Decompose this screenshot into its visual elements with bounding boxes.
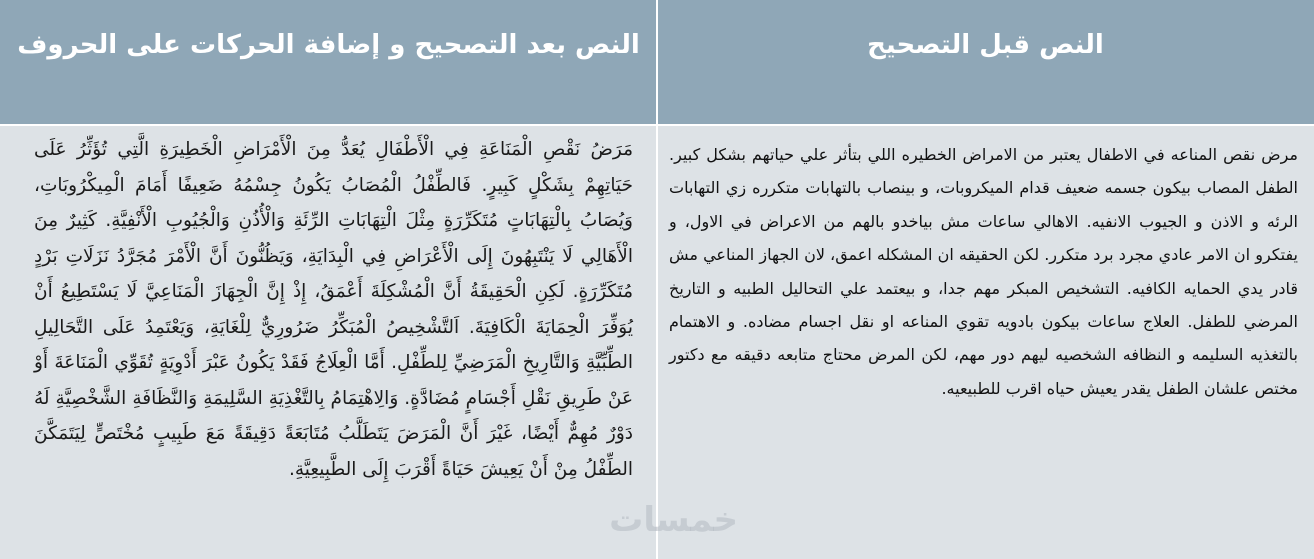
before-correction-text: مرض نقص المناعه في الاطفال يعتبر من الامراض الخطيره اللي بتأثر علي حياتهم بشكل كبير. الطفل المصاب بيكون جسمه ضعيف قدام الميكروبات، و بينصاب بالتهابات متكرره زي التهابات الرئه و الاذن و الجيوب الانفيه. الاهالي ساعات مش بياخدو بالهم من الاعراض في الاول، و يفتكرو ان الامر عادي مجرد برد متكرر. لكن الحقيقه ان المشكله اعمق، لان الجهاز المناعي مش قادر يدي الحمايه الكافيه. التشخيص المبكر مهم جدا، و بيعتمد علي التحاليل الطبيه و التاريخ المرضي للطفل. العلاج ساعات بيكون بادويه تقوي المناعه او نقل اجسام مضاده. و الاهتمام بالتغذيه السليمه و النظافه الشخصيه ليهم دور مهم، لكن المرض محتاج متابعه دقيقه مع دكتور مختص علشان الطفل يقدر يعيش حياه اقرب للطبيعيه. <box>657 126 1314 559</box>
after-correction-text: مَرَضُ نَقْصِ الْمَنَاعَةِ فِي الْأَطْفَالِ يُعَدُّ مِنَ الْأَمْرَاضِ الْخَطِيرَةِ الَّتِي تُؤَثِّرُ عَلَى حَيَاتِهِمْ بِشَكْلٍ كَبِيرٍ. فَالطِّفْلُ الْمُصَابُ يَكُونُ جِسْمُهُ ضَعِيفًا أَمَامَ الْمِيكْرُوبَاتِ، وَيُصَابُ بِالْتِهَابَاتٍ مُتَكَرِّرَةٍ مِثْلَ الْتِهَابَاتِ الرِّئَةِ وَالْأُذُنِ وَالْجُيُوبِ الْأَنْفِيَّةِ. كَثِيرٌ مِنَ الْأَهَالِي لَا يَنْتَبِهُونَ إِلَى الْأَعْرَاضِ فِي الْبِدَايَةِ، وَيَظُنُّونَ أَنَّ الْأَمْرَ مُجَرَّدُ نَزَلَاتِ بَرْدٍ مُتَكَرِّرَةٍ. لَكِنِ الْحَقِيقَةُ أَنَّ الْمُشْكِلَةَ أَعْمَقُ، إِذْ إِنَّ الْجِهَازَ الْمَنَاعِيَّ لَا يَسْتَطِيعُ أَنْ يُوَفِّرَ الْحِمَايَةَ الْكَافِيَةَ. اَلتَّشْخِيصُ الْمُبَكِّرُ ضَرُورِيٌّ لِلْغَايَةِ، وَيَعْتَمِدُ عَلَى التَّحَالِيلِ الطِّبِّيَّةِ وَالتَّارِيخِ الْمَرَضِيِّ لِلطِّفْلِ. أَمَّا الْعِلَاجُ فَقَدْ يَكُونُ عَبْرَ أَدْوِيَةٍ تُقَوِّي الْمَنَاعَةَ أَوْ عَنْ طَرِيقِ نَقْلِ أَجْسَامٍ مُضَادَّةٍ. وَالِاهْتِمَامُ بِالتَّغْذِيَةِ السَّلِيمَةِ وَالنَّظَافَةِ الشَّخْصِيَّةِ لَهُ دَوْرٌ مُهِمٌّ أَيْضًا، غَيْرَ أَنَّ الْمَرَضَ يَتَطَلَّبُ مُتَابَعَةً دَقِيقَةً مَعَ طَبِيبٍ مُخْتَصٍّ لِيَتَمَكَّنَ الطِّفْلُ مِنْ أَنْ يَعِيشَ حَيَاةً أَقْرَبَ إِلَى الطَّبِيعِيَّةِ. <box>0 126 657 559</box>
before-correction-column <box>657 0 1314 559</box>
before-correction-title: النص قبل التصحيح <box>867 30 1104 60</box>
after-correction-title: النص بعد التصحيح و إضافة الحركات على الحروف <box>17 30 640 60</box>
watermark-logo: خمسات <box>609 500 738 540</box>
before-correction-header <box>657 0 1314 126</box>
column-divider <box>656 0 658 559</box>
after-correction-header <box>0 0 657 126</box>
